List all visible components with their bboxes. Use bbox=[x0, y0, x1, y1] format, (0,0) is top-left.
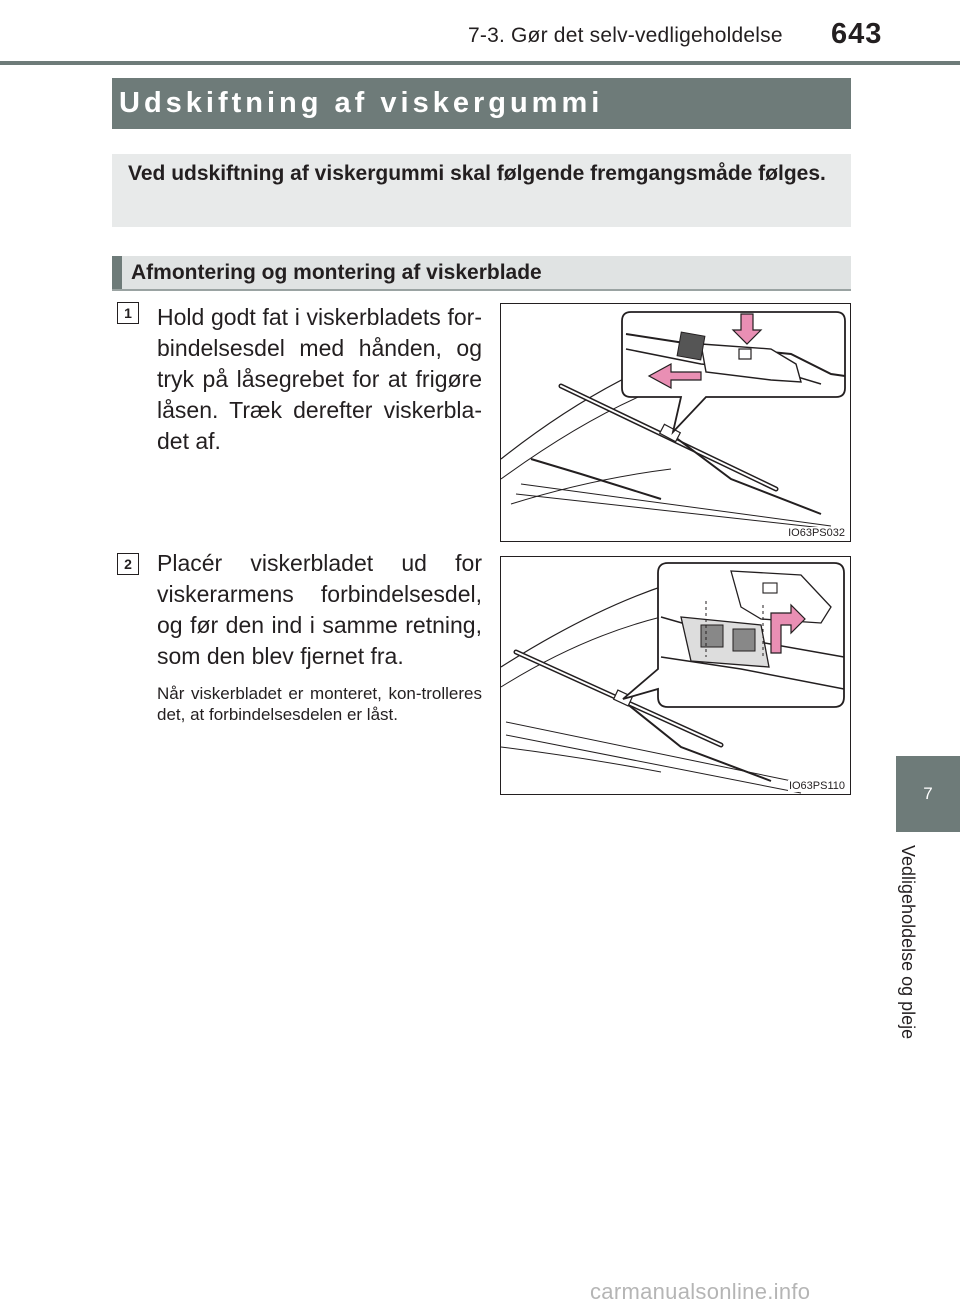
step-text-1: Hold godt fat i viskerbladets for-bindelsesdel med hånden, og tryk på låsegrebet for at frigøre låsen. Træk derefter viskerbla-det af. bbox=[157, 304, 482, 454]
figure-code-1: IO63PS032 bbox=[788, 527, 845, 539]
step-text-2: Placér viskerbladet ud for viskerarmens forbindelsesdel, og før den ind i samme retning, som den blev fjernet fra. bbox=[157, 550, 482, 669]
running-header-title: 7-3. Gør det selv-vedligeholdelse bbox=[468, 24, 783, 47]
subsection-rule bbox=[112, 289, 851, 291]
wiper-removal-illustration bbox=[501, 304, 850, 541]
step-number-2: 2 bbox=[117, 553, 139, 575]
chapter-tab[interactable]: 7 bbox=[896, 756, 960, 832]
watermark: carmanualsonline.info bbox=[590, 1279, 811, 1304]
section-title-banner: Udskiftning af viskergummi bbox=[112, 78, 851, 129]
figure-code-2: IO63PS110 bbox=[788, 780, 845, 792]
figure-remove-wiper bbox=[500, 303, 851, 542]
page-number: 643 bbox=[831, 18, 883, 50]
wiper-install-illustration bbox=[501, 557, 850, 794]
step-note-2: Når viskerbladet er monteret, kon-trolleres det, at forbindelsesdelen er låst. bbox=[157, 684, 482, 724]
step-number-1: 1 bbox=[117, 302, 139, 324]
subsection-banner: Afmontering og montering af viskerblade bbox=[112, 256, 851, 290]
figure-install-wiper bbox=[500, 556, 851, 795]
header-rule bbox=[0, 61, 960, 65]
intro-box: Ved udskiftning af viskergummi skal følgende fremgangsmåde følges. bbox=[112, 154, 851, 227]
chapter-title-vertical bbox=[896, 845, 960, 1065]
chapter-title-text: Vedligeholdelse og pleje bbox=[898, 845, 918, 1040]
